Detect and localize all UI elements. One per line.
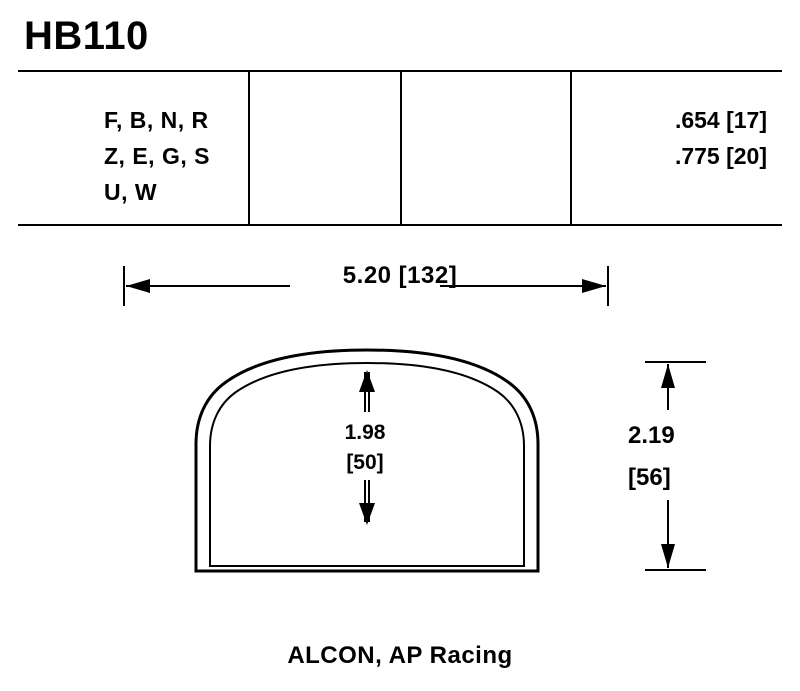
center-dimension-mm: [50] (346, 451, 384, 474)
width-dimension-label: 5.20 [132] (342, 262, 458, 289)
height-dimension-inches: 2.19 (628, 422, 675, 449)
compound-codes-line-3: U, W (104, 179, 158, 205)
thickness-value-2: .775 [20] (674, 143, 767, 169)
width-dimension-group (124, 266, 608, 306)
compound-codes-line-2: Z, E, G, S (104, 143, 210, 169)
center-dimension-inches: 1.98 (344, 421, 386, 444)
center-arrow-bottom (359, 503, 375, 525)
page-title: HB110 (24, 14, 149, 58)
brake-pad-inner-outline (210, 363, 524, 566)
height-arrow-bottom (661, 544, 675, 568)
thickness-value-1: .654 [17] (674, 107, 767, 133)
width-arrow-right (582, 279, 606, 293)
height-dimension-mm: [56] (628, 464, 671, 491)
width-arrow-left (126, 279, 150, 293)
compound-codes-line-1: F, B, N, R (104, 107, 209, 133)
manufacturer-label: ALCON, AP Racing (287, 642, 513, 669)
center-arrow-top (359, 370, 375, 392)
height-arrow-top (661, 364, 675, 388)
height-dimension-group (645, 362, 706, 570)
center-dimension-group (365, 372, 369, 522)
